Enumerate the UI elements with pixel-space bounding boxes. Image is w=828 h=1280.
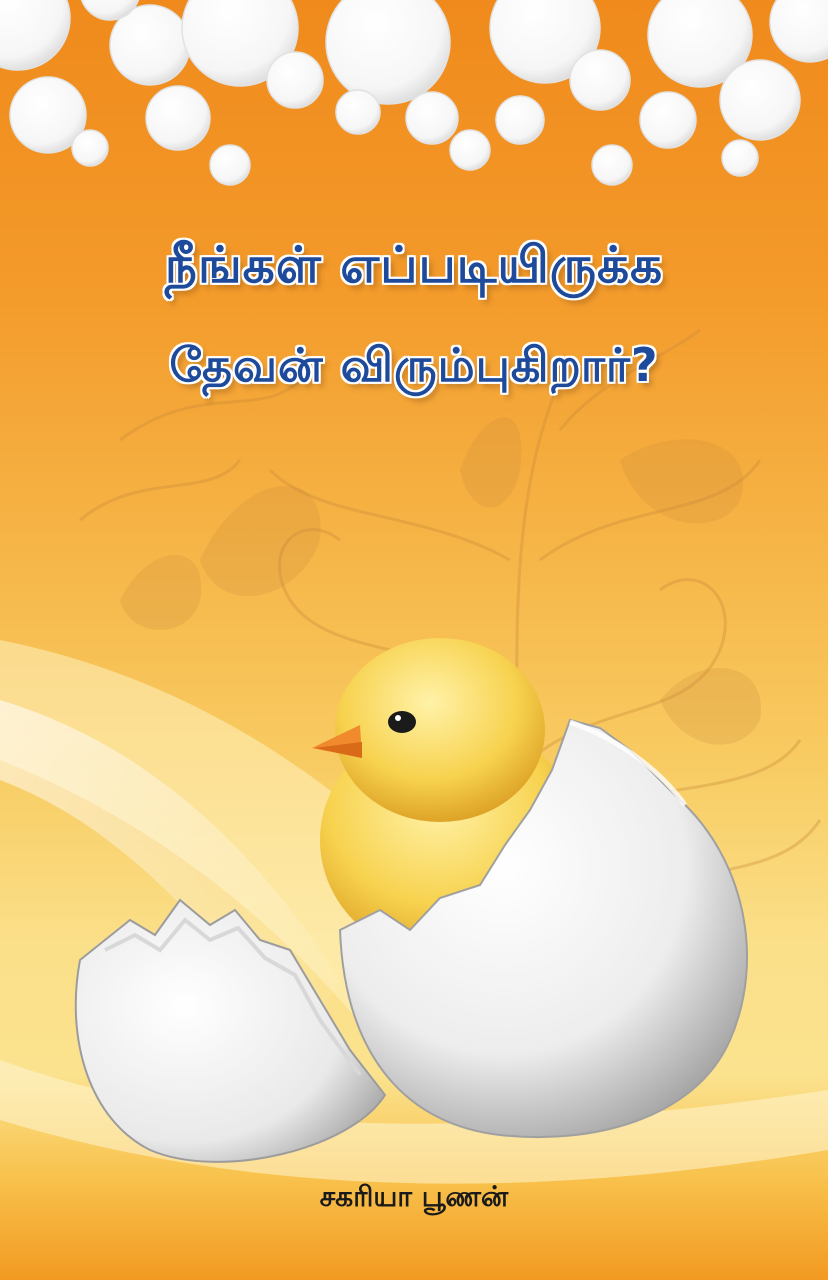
author-name: சகரியா பூணன் — [319, 1180, 509, 1213]
book-title-line-1: நீங்கள் எப்படியிருக்க — [164, 236, 664, 294]
hatching-chick-icon — [300, 630, 770, 1150]
white-bubbles-decoration — [0, 0, 828, 220]
book-title-line-2: தேவன் விரும்புகிறார்? — [169, 338, 659, 392]
